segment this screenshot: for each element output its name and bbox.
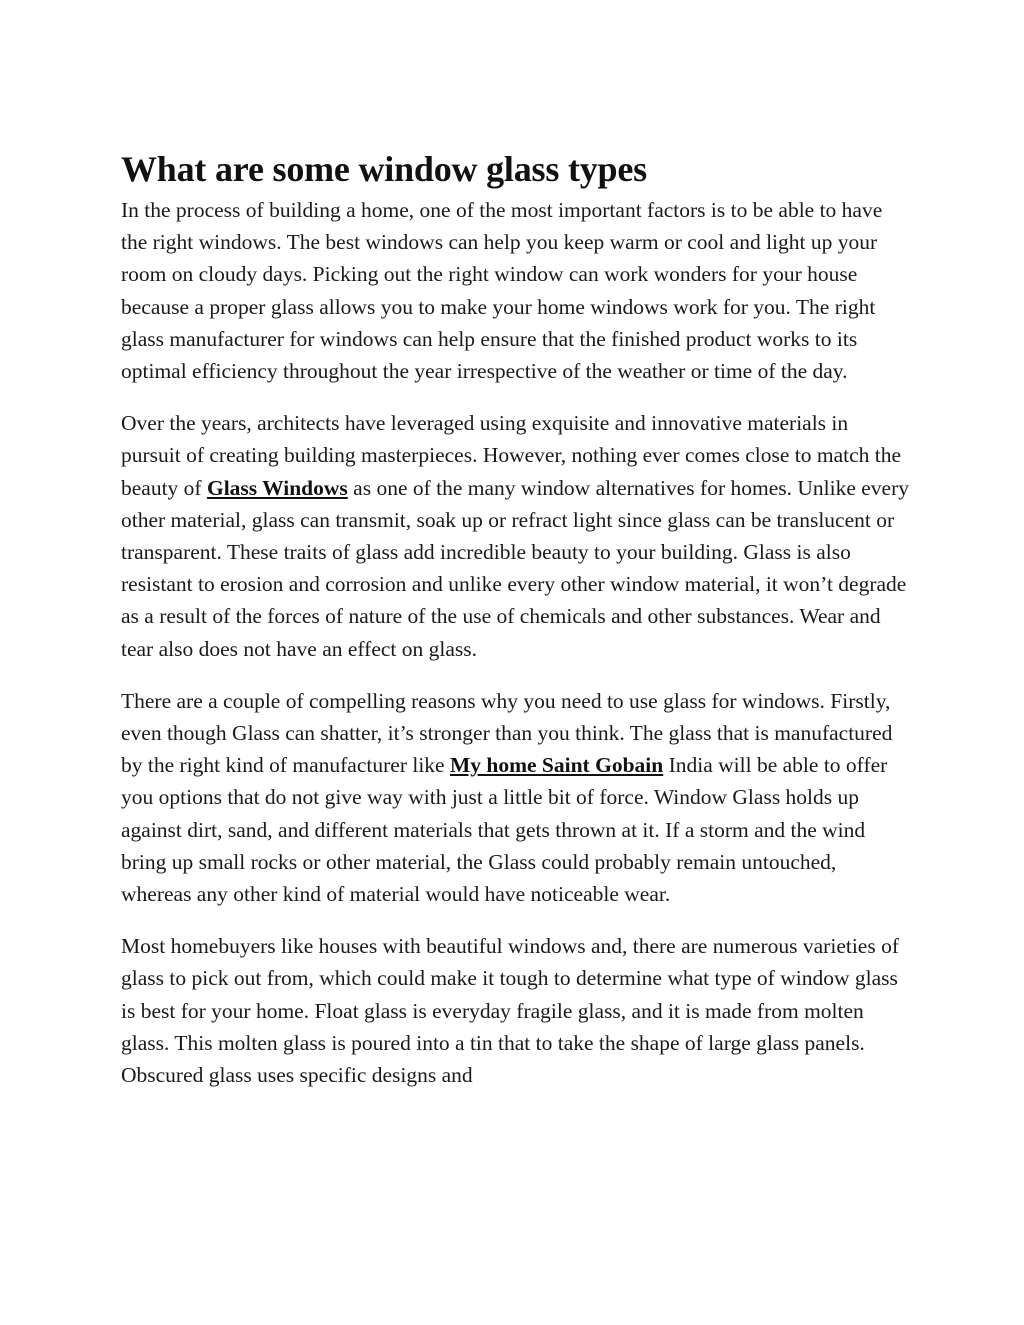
document-page [121,148,911,1111]
paragraph-text: India will be able to offer you options that do not give way with just a little bit of force. Window Glass holds up against dirt, sand, and different materials that gets thrown at it. If a storm and the wind bring up small rocks or other material, the Glass could probably remain untouched, whereas any other kind of material would have noticeable wear. [121,753,888,907]
page-title: What are some window glass types [121,149,647,189]
glass-windows-link[interactable]: Glass Windows [206,475,348,500]
paragraph-architects [121,407,911,665]
paragraph-intro: In the process of building a home, one of the most important factors is to be able to have the right windows. The best windows can help you keep warm or cool and light up your room on cloudy days. Picking out the right window can work wonders for your house because a proper glass allows you to make your home windows work for you. The right glass manufacturer for windows can help ensure that the finished product works to its optimal efficiency throughout the year irrespective of the weather or time of the day. [121,198,883,384]
my-home-saint-gobain-link[interactable]: My home Saint Gobain [449,753,664,778]
paragraph-homebuyers: Most homebuyers like houses with beautiful windows and, there are numerous varieties of glass to pick out from, which could make it tough to determine what type of window glass is best for your home. Float glass is everyday fragile glass, and it is made from molten glass. This molten glass is poured into a tin that to take the shape of large glass panels. Obscured glass uses specific designs and [121,934,899,1088]
paragraph-text: Over the years, architects have leveraged using exquisite and innovative materials in pursuit of creating building masterpieces. However, nothing ever comes close to match the beauty of [121,411,902,500]
paragraph-text: as one of the many window alternatives for homes. Unlike every other material, glass can transmit, soak up or refract light since glass can be translucent or transparent. These traits of glass add incredible beauty to your building. Glass is also resistant to erosion and corrosion and unlike every other window material, it won’t degrade as a result of the forces of nature of the use of chemicals and other substances. Wear and tear also does not have an effect on glass. [121,475,910,661]
paragraph-text: There are a couple of compelling reasons why you need to use glass for windows. Firstly, even though Glass can shatter, it’s stronger than you think. The glass that is manufactured by the right kind of manufacturer like [121,688,893,778]
paragraph-reasons [121,685,911,910]
